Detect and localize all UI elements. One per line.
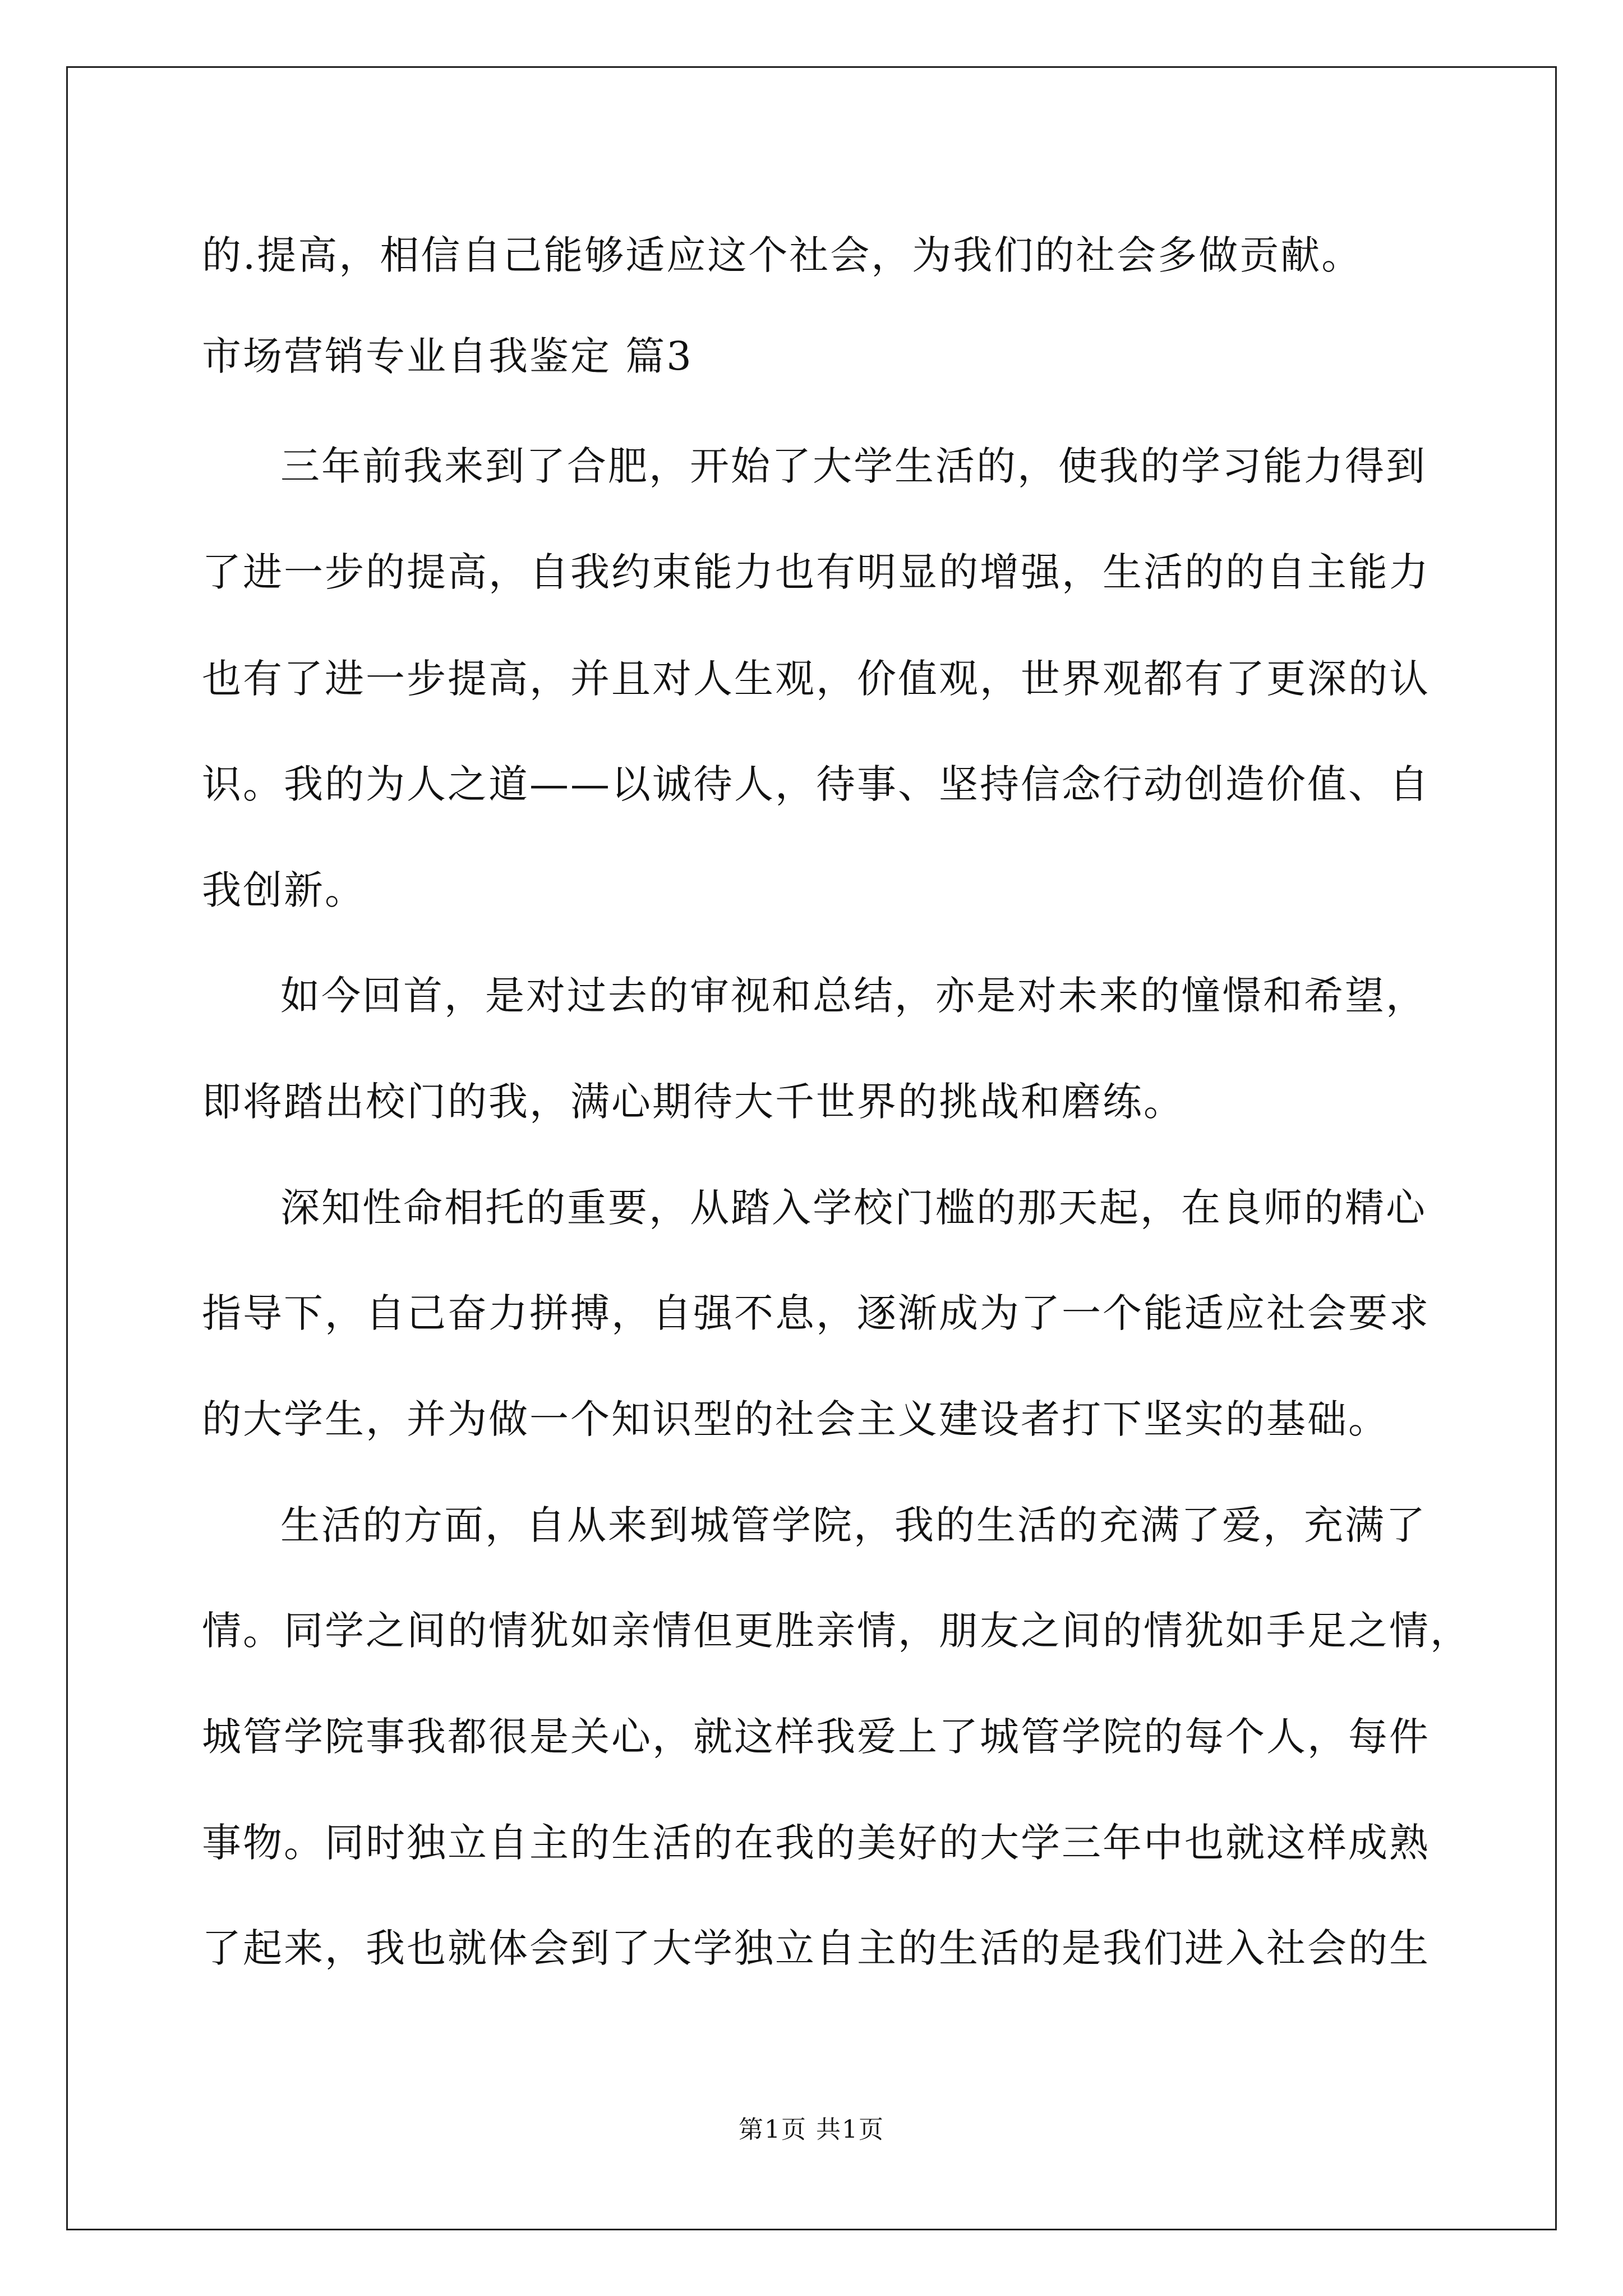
- text-line: 生活的方面，自从来到城管学院，我的生活的充满了爱，充满了: [280, 1502, 1427, 1548]
- text-line: 了起来，我也就体会到了大学独立自主的生活的是我们进入社会的生: [202, 1925, 1430, 1971]
- text-line: 三年前我来到了合肥，开始了大学生活的，使我的学习能力得到: [280, 443, 1427, 489]
- page-border: [66, 66, 1557, 2230]
- text-line: 事物。同时独立自主的生活的在我的美好的大学三年中也就这样成熟: [202, 1820, 1430, 1866]
- text-line: 了进一步的提高，自我约束能力也有明显的增强，生活的的自主能力: [202, 549, 1430, 595]
- text-line: 识。我的为人之道——以诚待人，待事、坚持信念行动创造价值、自: [202, 761, 1430, 807]
- text-line: 情。同学之间的情犹如亲情但更胜亲情，朋友之间的情犹如手足之情，: [202, 1608, 1471, 1654]
- text-line: 如今回首，是对过去的审视和总结，亦是对未来的憧憬和希望，: [280, 973, 1427, 1019]
- text-line: 的大学生，并为做一个知识型的社会主义建设者打下坚实的基础。: [202, 1396, 1389, 1442]
- text-line: 的.提高，相信自己能够适应这个社会，为我们的社会多做贡献。: [202, 232, 1363, 278]
- text-line: 城管学院事我都很是关心，就这样我爱上了城管学院的每个人，每件: [202, 1714, 1430, 1760]
- section-heading: 市场营销专业自我鉴定 篇3: [202, 333, 693, 379]
- page-footer: 第1页 共1页: [739, 2115, 884, 2144]
- text-line: 也有了进一步提高，并且对人生观，价值观，世界观都有了更深的认: [202, 656, 1430, 702]
- text-line: 我创新。: [202, 867, 366, 913]
- text-line: 深知性命相托的重要，从踏入学校门槛的那天起，在良师的精心: [280, 1185, 1427, 1231]
- text-line: 即将踏出校门的我，满心期待大千世界的挑战和磨练。: [202, 1079, 1184, 1125]
- text-line: 指导下，自己奋力拼搏，自强不息，逐渐成为了一个能适应社会要求: [202, 1290, 1430, 1336]
